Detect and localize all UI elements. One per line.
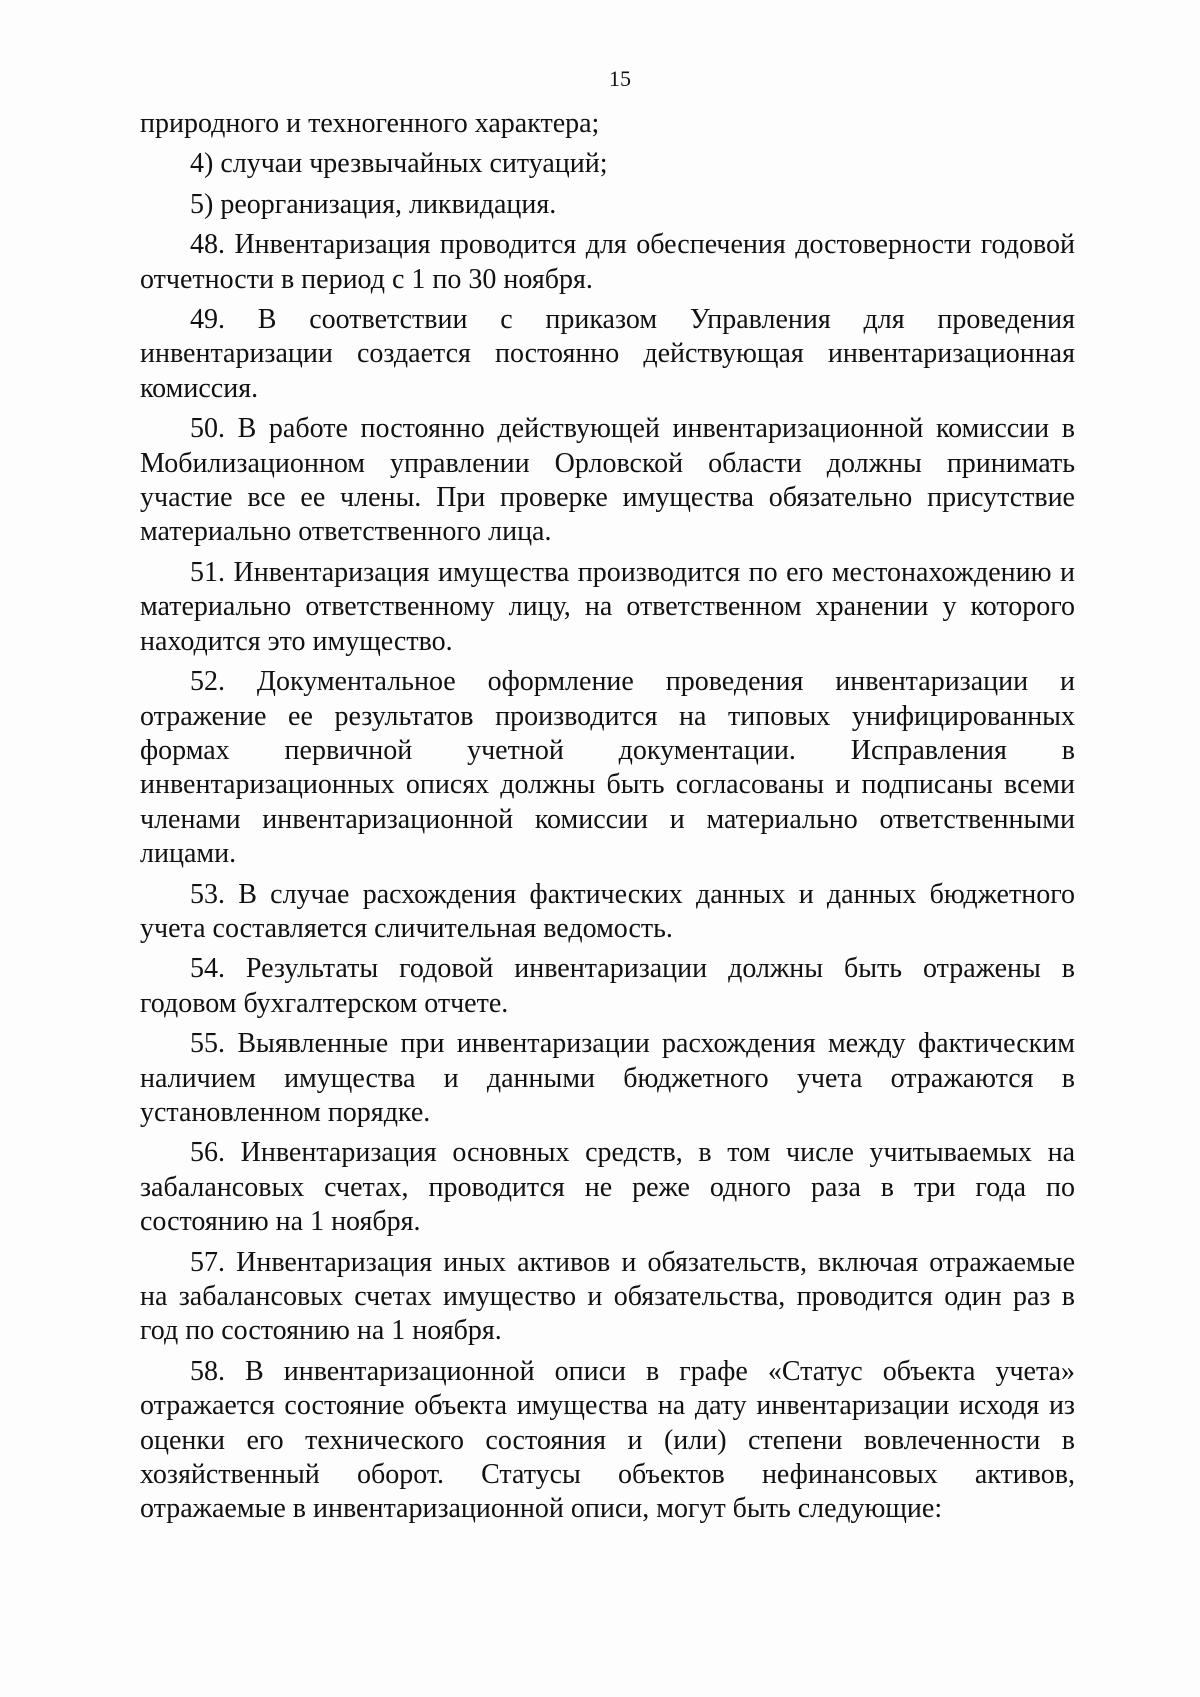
list-item-5: 5) реорганизация, ликвидация.: [190, 188, 557, 220]
clause-51: 51. Инвентаризация имущества производится по его местонахождению и материально ответственному лицу, на ответственном хранении у которого находится это имущество.: [140, 556, 1075, 657]
clause-49: 49. В соответствии с приказом Управления для проведения инвентаризации создается постоянно действующая инвентаризационная комиссия.: [140, 304, 1075, 404]
page-number: 15: [609, 66, 631, 91]
list-item-4: 4) случаи чрезвычайных ситуаций;: [190, 148, 608, 180]
document-body: [140, 107, 1075, 1533]
clause-56: 56. Инвентаризация основных средств, в том числе учитываемых на забалансовых счетах, проводится не реже одного раза в три года по состоянию на 1 ноября.: [140, 1137, 1075, 1238]
clause-48: 48. Инвентаризация проводится для обеспечения достоверности годовой отчетности в период с 1 по 30 ноября.: [140, 229, 1075, 295]
clause-58: 58. В инвентаризационной описи в графе «Статус объекта учета» отражается состояние объекта имущества на дату инвентаризации исходя из оценки его технического состояния и (или) степени вовлеченности в хозяйственный оборот. Статусы объектов нефинансовых активов, отражаемые в инвентаризационной описи, могут быть следующие:: [140, 1355, 1075, 1525]
clause-53: 53. В случае расхождения фактических данных и данных бюджетного учета составляется сличительная ведомость.: [140, 878, 1075, 944]
clause-50: 50. В работе постоянно действующей инвентаризационной комиссии в Мобилизационном управлении Орловской области должны принимать участие все ее члены. При проверке имущества обязательно присутствие материально ответственного лица.: [140, 413, 1075, 548]
clause-52: 52. Документальное оформление проведения инвентаризации и отражение ее результатов производится на типовых унифицированных формах первичной учетной документации. Исправления в инвентаризационных описях должны быть согласованы и подписаны всеми членами инвентаризационной комиссии и материально ответственными лицами.: [140, 666, 1075, 870]
clause-55: 55. Выявленные при инвентаризации расхождения между фактическим наличием имущества и данными бюджетного учета отражаются в установленном порядке.: [140, 1028, 1075, 1128]
clause-57: 57. Инвентаризация иных активов и обязательств, включая отражаемые на забалансовых счетах имущество и обязательства, проводится один раз в год по состоянию на 1 ноября.: [140, 1246, 1075, 1347]
paragraph-continuation: природного и техногенного характера;: [140, 108, 600, 139]
clause-54: 54. Результаты годовой инвентаризации должны быть отражены в годовом бухгалтерском отчете.: [140, 953, 1075, 1019]
